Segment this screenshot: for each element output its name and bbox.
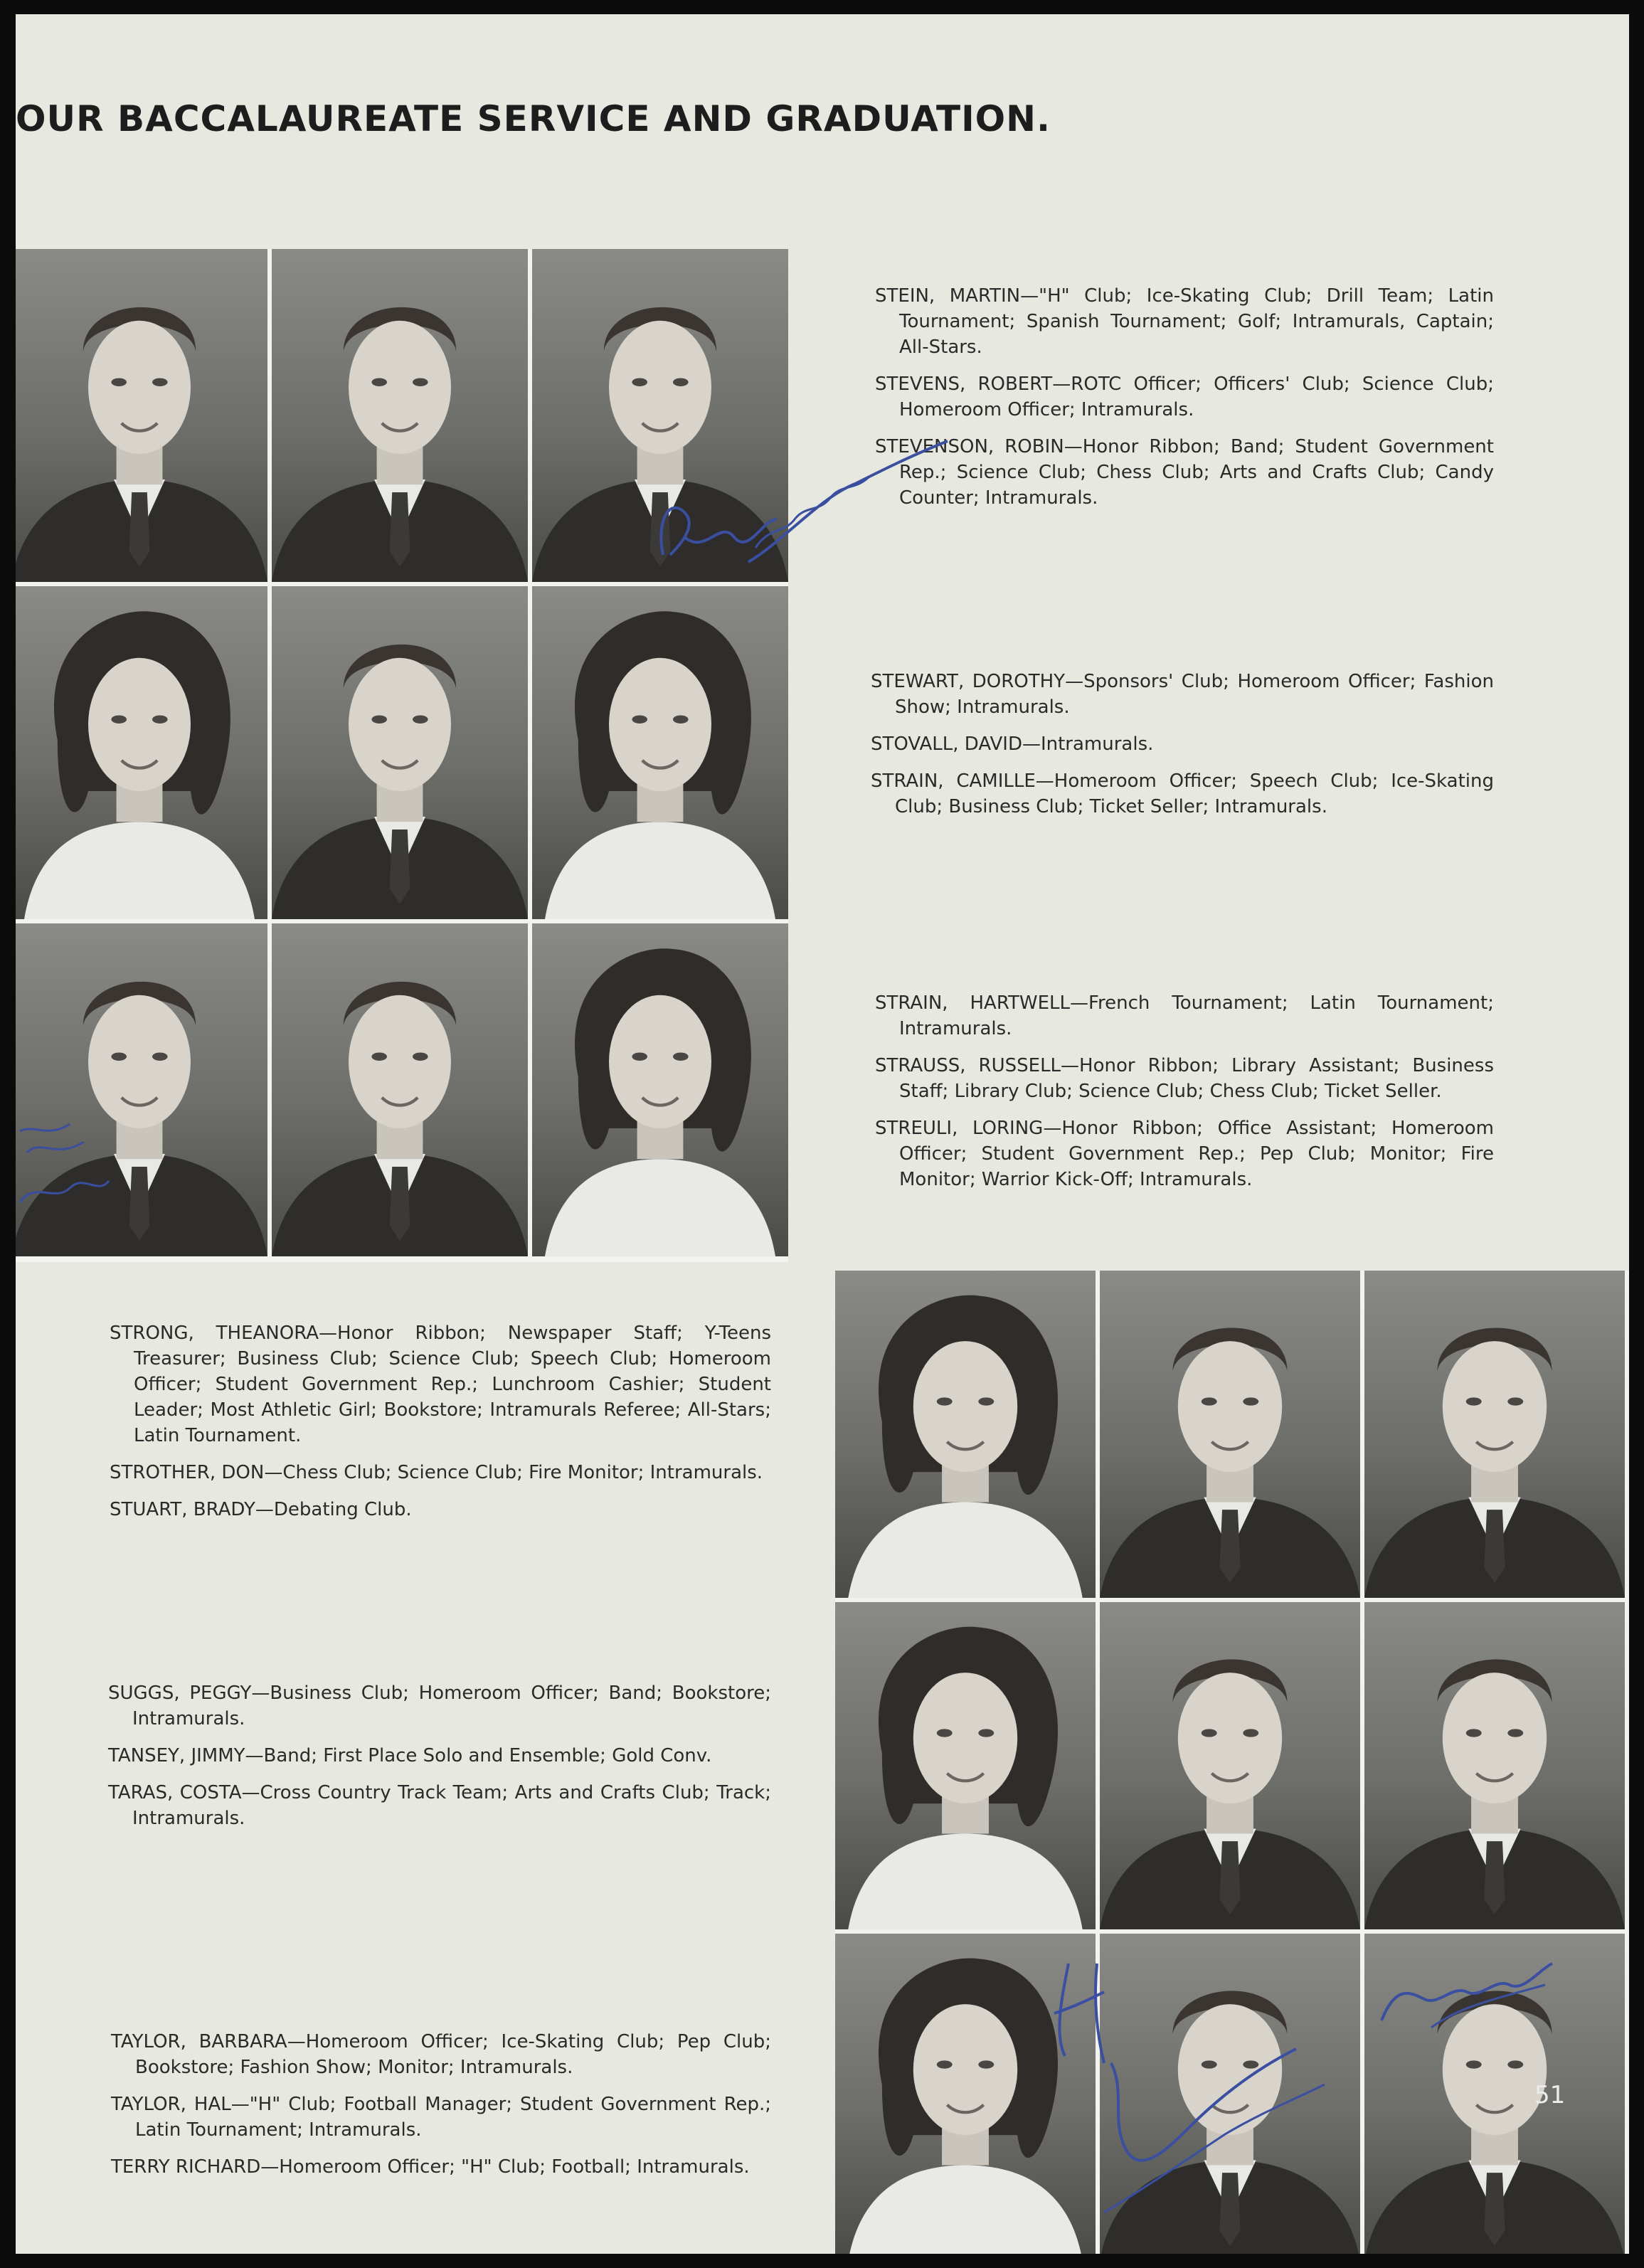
student-entry: STRAIN, HARTWELL—French Tournament; Latin Tournament; Intramurals.: [875, 992, 1494, 1039]
student-activities: "H" Club; Ice-Skating Club; Drill Team; Latin Tournament; Spanish Tournament; Golf; Intramurals, Captain; All-Stars.: [899, 285, 1494, 358]
student-name: STEIN, MARTIN: [875, 285, 1021, 307]
student-name: STOVALL, DAVID: [871, 733, 1022, 755]
student-activities: Sponsors' Club; Homeroom Officer; Fashion Show; Intramurals.: [895, 671, 1494, 718]
yearbook-page: [16, 14, 1629, 2254]
student-activities: French Tournament; Latin Tournament; Intramurals.: [899, 992, 1494, 1039]
student-portrait: [16, 586, 267, 919]
student-name: TANSEY, JIMMY: [108, 1745, 245, 1766]
student-activities: Chess Club; Science Club; Fire Monitor; Intramurals.: [282, 1462, 763, 1483]
student-name: TARAS, COSTA: [108, 1782, 242, 1803]
student-portrait: [1364, 1934, 1625, 2254]
student-entry: TERRY RICHARD—Homeroom Officer; "H" Club; Football; Intramurals.: [111, 2156, 750, 2178]
student-activities: Band; First Place Solo and Ensemble; Gold Conv.: [263, 1745, 712, 1766]
student-portrait: [532, 586, 788, 919]
student-portrait: [272, 249, 528, 582]
student-entry: STRAIN, CAMILLE—Homeroom Officer; Speech Club; Ice-Skating Club; Business Club; Ticket Seller; Intramurals.: [871, 770, 1494, 817]
student-portrait: [835, 1602, 1096, 1929]
student-entry: TANSEY, JIMMY—Band; First Place Solo and Ensemble; Gold Conv.: [108, 1745, 712, 1766]
student-entry: TAYLOR, BARBARA—Homeroom Officer; Ice-Skating Club; Pep Club; Bookstore; Fashion Show; Monitor; Intramurals.: [111, 2031, 771, 2078]
student-portrait: [1100, 1602, 1360, 1929]
student-activities: Debating Club.: [273, 1499, 412, 1520]
student-name: STRONG, THEANORA: [110, 1323, 319, 1344]
student-entry: STRAUSS, RUSSELL—Honor Ribbon; Library Assistant; Business Staff; Library Club; Science Club; Chess Club; Ticket Seller.: [875, 1055, 1494, 1102]
student-name: STEWART, DOROTHY: [871, 671, 1066, 692]
student-entry: STROTHER, DON—Chess Club; Science Club; Fire Monitor; Intramurals.: [110, 1462, 763, 1483]
page-number: 51: [1534, 2081, 1566, 2109]
student-portrait: [272, 923, 528, 1256]
student-portrait: [16, 923, 267, 1256]
student-name: STEVENSON, ROBIN: [875, 436, 1064, 457]
student-name: SUGGS, PEGGY: [108, 1683, 252, 1704]
student-portrait: [16, 249, 267, 582]
student-activities: Business Club; Homeroom Officer; Band; Bookstore; Intramurals.: [132, 1683, 771, 1729]
student-activities: ROTC Officer; Officers' Club; Science Club; Homeroom Officer; Intramurals.: [899, 373, 1494, 420]
student-portrait: [835, 1934, 1096, 2254]
student-entry: SUGGS, PEGGY—Business Club; Homeroom Officer; Band; Bookstore; Intramurals.: [108, 1683, 771, 1729]
portrait-grid-bottom: [835, 1271, 1629, 2254]
student-name: TAYLOR, BARBARA: [111, 2031, 287, 2052]
portrait-grid-top: [16, 249, 788, 1262]
student-activities: Honor Ribbon; Newspaper Staff; Y-Teens Treasurer; Business Club; Science Club; Speech Club; Homeroom Officer; Student Government Rep.; Lunchroom Cashier; Student Leader; Most Athletic Girl; Bookstore; Intramurals Referee; All-Stars; Latin Tournament.: [134, 1323, 771, 1446]
student-entry: STEVENS, ROBERT—ROTC Officer; Officers' Club; Science Club; Homeroom Officer; Intramurals.: [875, 373, 1494, 420]
student-portrait: [1100, 1934, 1360, 2254]
student-name: STRAIN, CAMILLE: [871, 770, 1036, 792]
student-portrait: [532, 249, 788, 582]
student-name: TAYLOR, HAL: [111, 2094, 231, 2115]
student-activities: Honor Ribbon; Office Assistant; Homeroom Officer; Student Government Rep.; Pep Club; Monitor; Fire Monitor; Warrior Kick-Off; Intramurals.: [899, 1118, 1494, 1190]
student-portrait: [1364, 1602, 1625, 1929]
student-portrait: [272, 586, 528, 919]
student-activities: Homeroom Officer; Speech Club; Ice-Skating Club; Business Club; Ticket Seller; Intramurals.: [895, 770, 1494, 817]
student-name: TERRY RICHARD: [111, 2156, 261, 2178]
student-name: STEVENS, ROBERT: [875, 373, 1053, 395]
student-activities: Honor Ribbon; Band; Student Government Rep.; Science Club; Chess Club; Arts and Crafts Club; Candy Counter; Intramurals.: [899, 436, 1494, 509]
student-activities: Homeroom Officer; "H" Club; Football; Intramurals.: [279, 2156, 750, 2178]
student-entry: STRONG, THEANORA—Honor Ribbon; Newspaper Staff; Y-Teens Treasurer; Business Club; Science Club; Speech Club; Homeroom Officer; Student Government Rep.; Lunchroom Cashier; Student Leader; Most Athletic Girl; Bookstore; Intramurals Referee; All-Stars; Latin Tournament.: [110, 1323, 771, 1446]
student-activities: Cross Country Track Team; Arts and Crafts Club; Track; Intramurals.: [132, 1782, 771, 1829]
student-entry: STOVALL, DAVID—Intramurals.: [871, 733, 1154, 755]
student-entry: STREULI, LORING—Honor Ribbon; Office Assistant; Homeroom Officer; Student Government Rep.; Pep Club; Monitor; Fire Monitor; Warrior Kick-Off; Intramurals.: [875, 1118, 1494, 1190]
page-title: OUR BACCALAUREATE SERVICE AND GRADUATION.: [16, 98, 1051, 139]
student-activities: "H" Club; Football Manager; Student Government Rep.; Latin Tournament; Intramurals.: [135, 2094, 771, 2141]
student-name: STUART, BRADY: [110, 1499, 255, 1520]
student-entry: STEWART, DOROTHY—Sponsors' Club; Homeroom Officer; Fashion Show; Intramurals.: [871, 671, 1494, 718]
student-name: STRAIN, HARTWELL: [875, 992, 1070, 1014]
student-portrait: [1100, 1271, 1360, 1598]
student-entry: TARAS, COSTA—Cross Country Track Team; Arts and Crafts Club; Track; Intramurals.: [108, 1782, 771, 1829]
student-entry: TAYLOR, HAL—"H" Club; Football Manager; Student Government Rep.; Latin Tournament; Intramurals.: [111, 2094, 771, 2141]
student-entry: STUART, BRADY—Debating Club.: [110, 1499, 412, 1520]
student-portrait: [835, 1271, 1096, 1598]
student-name: STREULI, LORING: [875, 1118, 1044, 1139]
student-name: STROTHER, DON: [110, 1462, 265, 1483]
student-activities: Homeroom Officer; Ice-Skating Club; Pep Club; Bookstore; Fashion Show; Monitor; Intramurals.: [135, 2031, 771, 2078]
student-activities: Intramurals.: [1040, 733, 1154, 755]
student-entry: STEVENSON, ROBIN—Honor Ribbon; Band; Student Government Rep.; Science Club; Chess Club; Arts and Crafts Club; Candy Counter; Intramurals.: [875, 436, 1494, 509]
student-activities: Honor Ribbon; Library Assistant; Business Staff; Library Club; Science Club; Chess Club; Ticket Seller.: [899, 1055, 1494, 1102]
student-entry: STEIN, MARTIN—"H" Club; Ice-Skating Club; Drill Team; Latin Tournament; Spanish Tournament; Golf; Intramurals, Captain; All-Stars.: [875, 285, 1494, 358]
student-portrait: [532, 923, 788, 1256]
student-name: STRAUSS, RUSSELL: [875, 1055, 1061, 1076]
student-portrait: [1364, 1271, 1625, 1598]
